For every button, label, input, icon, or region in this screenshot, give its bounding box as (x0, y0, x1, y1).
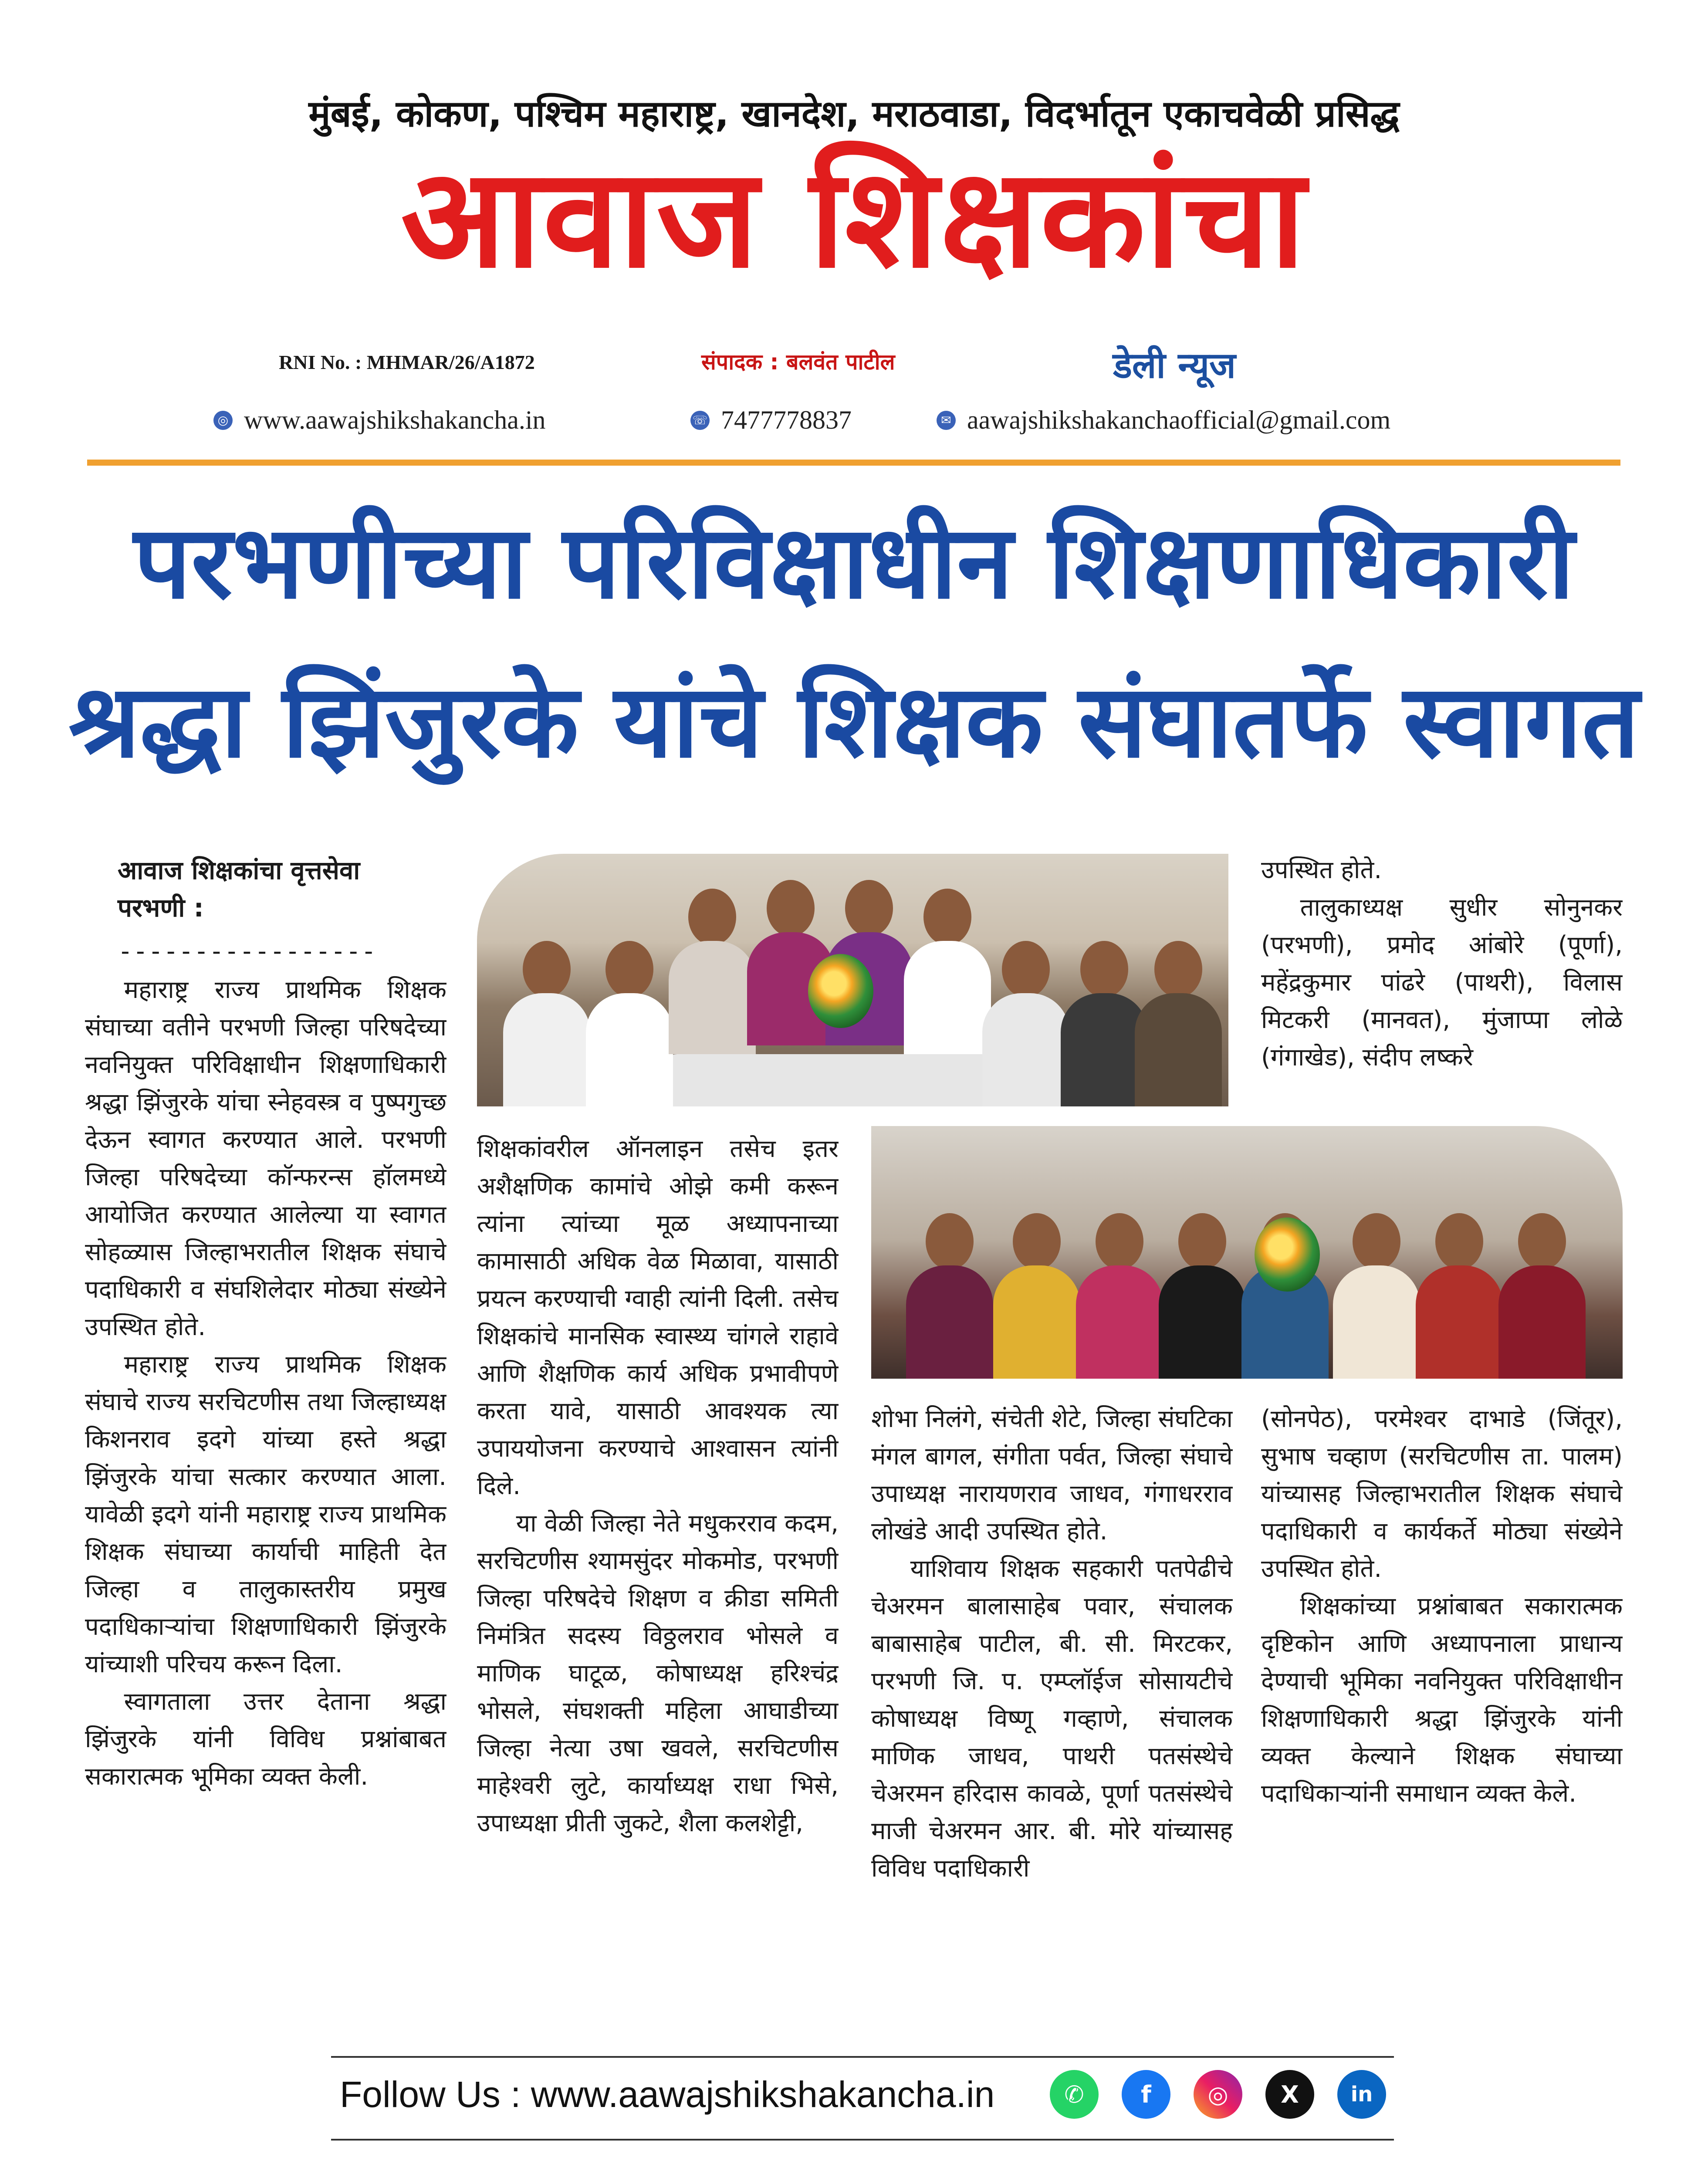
person (904, 889, 991, 1054)
paragraph: उपस्थित होते. (1261, 856, 1382, 884)
footer-divider-top (331, 2056, 1394, 2058)
follow-us-link[interactable]: Follow Us : www.aawajshikshakancha.in (340, 2074, 995, 2115)
byline-separator: ----------------- (118, 936, 376, 966)
edition-tagline: मुंबई, कोकण, पश्चिम महाराष्ट्र, खानदेश, मराठवाडा, विदर्भातून एकाचवेळी प्रसिद्ध (308, 92, 1400, 135)
footer-divider-bottom (331, 2139, 1394, 2141)
newspaper-title: आवाज शिक्षकांचा (401, 139, 1307, 298)
phone-icon: ☏ (690, 411, 710, 430)
person (982, 941, 1069, 1106)
paragraph: शोभा निलंगे, संचेती शेटे, जिल्हा संघटिका मंगल बागल, संगीता पर्वत, जिल्हा संघाचे उपाध्यक्ष नारायणराव जाधव, गंगाधरराव लोखंडे आदी उपस्थित होते. (871, 1405, 1233, 1546)
editor-credit: संपादक : बलवंत पाटील (701, 349, 895, 375)
phone-text: 7477778837 (721, 406, 852, 434)
person (1159, 1213, 1246, 1379)
paragraph: महाराष्ट्र राज्य प्राथमिक शिक्षक संघाचे राज्य सरचिटणीस तथा जिल्हाध्यक्ष किशनराव इदगे यांच्या हस्ते श्रद्धा झिंजुरके यांचा सत्कार करण्यात आला. यावेळी इदगे यांनी महाराष्ट्र राज्य प्राथमिक शिक्षक संघाच्या कार्याची माहिती देत जिल्हा व तालुकास्तरीय प्रमुख पदाधिकाऱ्यांचा शिक्षणाधिकारी झिंजुरके यांच्याशी परिचय करून दिला. (85, 1350, 446, 1678)
contact-website[interactable] (213, 405, 546, 435)
masthead-divider (87, 460, 1620, 466)
whatsapp-icon[interactable]: ✆ (1050, 2070, 1099, 2119)
flower-bouquet (808, 954, 873, 1028)
edition-label: डेली न्यूज (1113, 345, 1236, 386)
article-column-3-top (1261, 852, 1623, 1119)
women-group-photo (871, 1126, 1623, 1379)
person (1135, 941, 1222, 1106)
website-text: www.aawajshikshakancha.in (244, 406, 546, 434)
article-column-3-bottom (871, 1400, 1233, 2030)
person (586, 941, 673, 1106)
rni-number: RNI No. : MHMAR/26/A1872 (279, 351, 535, 373)
flower-bouquet (1255, 1218, 1320, 1292)
contact-phone[interactable] (690, 405, 852, 435)
facebook-icon[interactable]: f (1122, 2070, 1170, 2119)
person (1076, 1213, 1163, 1379)
person (1333, 1213, 1420, 1379)
instagram-icon[interactable]: ◎ (1194, 2070, 1242, 2119)
paragraph: (सोनपेठ), परमेश्वर दाभाडे (जिंतूर), सुभाष चव्हाण (सरचिटणीस ता. पालम) यांच्यासह जिल्हाभरातील शिक्षक संघाचे पदाधिकारी व कार्यकर्ते मोठ्या संख्येने उपस्थित होते. (1261, 1405, 1623, 1583)
person (1498, 1213, 1586, 1379)
group-photo (477, 854, 1228, 1106)
paragraph: स्वागताला उत्तर देताना श्रद्धा झिंजुरके यांनी विविध प्रश्नांबाबत सकारात्मक भूमिका व्यक्त केली. (85, 1688, 446, 1791)
person (906, 1213, 993, 1379)
person (669, 889, 756, 1054)
paragraph: तालुकाध्यक्ष सुधीर सोनुनकर (परभणी), प्रमोद आंबोरे (पूर्णा), महेंद्रकुमार पांढरे (पाथरी), विलास मिटकरी (मानवत), मुंजाप्पा लोळे (गंगाखेड), संदीप लष्करे (1261, 893, 1623, 1072)
paragraph: महाराष्ट्र राज्य प्राथमिक शिक्षक संघाच्या वतीने परभणी जिल्हा परिषदेच्या नवनियुक्त परिविक्षाधीन शिक्षणाधिकारी श्रद्धा झिंजुरके यांचा स्नेहवस्त्र व पुष्पगुच्छ देऊन स्वागत करण्यात आले. परभणी जिल्हा परिषदेच्या कॉन्फरन्स हॉलमध्ये आयोजित करण्यात आलेल्या या स्वागत सोहळ्यास जिल्हाभरातील शिक्षक संघाचे पदाधिकारी व संघशिलेदार मोठ्या संख्येने उपस्थित होते. (85, 976, 446, 1341)
globe-icon: ◎ (213, 411, 233, 430)
headline-line-1: परभणीच्या परिविक्षाधीन शिक्षणाधिकारी (133, 504, 1575, 621)
contact-email[interactable] (937, 405, 1390, 435)
linkedin-icon[interactable]: in (1337, 2070, 1386, 2119)
paragraph: या वेळी जिल्हा नेते मधुकरराव कदम, सरचिटणीस श्यामसुंदर मोकमोड, परभणी जिल्हा परिषदेचे शिक्षण व क्रीडा समिती निमंत्रित सदस्य विठ्ठलराव भोसले व माणिक घाटूळ, कोषाध्यक्ष हरिश्चंद्र भोसले, संघशक्ती महिला आघाडीच्या जिल्हा नेत्या उषा खवले, सरचिटणीस माहेश्वरी लुटे, कार्याध्यक्ष राधा भिसे, उपाध्यक्षा प्रीती जुकटे, शैला कलशेट्टी, (477, 1509, 839, 1837)
byline-agency: आवाज शिक्षकांचा वृत्तसेवा (118, 856, 360, 885)
byline (118, 852, 440, 927)
x-icon[interactable]: X (1265, 2070, 1314, 2119)
paragraph: शिक्षकांच्या प्रश्नांबाबत सकारात्मक दृष्टिकोन आणि अध्यापनाला प्राधान्य देण्याची भूमिका नवनियुक्त परिविक्षाधीन शिक्षणाधिकारी श्रद्धा झिंजुरके यांनी व्यक्त केल्याने शिक्षक संघाच्या पदाधिकाऱ्यांनी समाधान व्यक्त केले. (1261, 1592, 1623, 1808)
person (503, 941, 590, 1106)
article-column-1 (85, 971, 446, 2026)
headline-line-2: श्रद्धा झिंजुरके यांचे शिक्षक संघातर्फे स्वागत (68, 663, 1640, 780)
paragraph: शिक्षकांवरील ऑनलाइन तसेच इतर अशैक्षणिक कामांचे ओझे कमी करून त्यांना त्यांच्या मूळ अध्यापनाच्या कामासाठी अधिक वेळ मिळावा, यासाठी प्रयत्न करण्याची ग्वाही त्यांनी दिली. तसेच शिक्षकांचे मानसिक स्वास्थ्य चांगले राहावे आणि शैक्षणिक कार्य अधिक प्रभावीपणे करता यावे, यासाठी आवश्यक त्या उपाययोजना करण्याचे आश्वासन त्यांनी दिले. (477, 1135, 839, 1500)
byline-dateline: परभणी : (118, 893, 204, 923)
email-icon: ✉ (937, 411, 956, 430)
paragraph: याशिवाय शिक्षक सहकारी पतपेढीचे चेअरमन बालासाहेब पवार, संचालक बाबासाहेब पाटील, बी. सी. मिरटकर, परभणी जि. प. एम्प्लॉईज सोसायटीचे कोषाध्यक्ष विष्णू गव्हाणे, संचालक माणिक जाधव, पाथरी पतसंस्थेचे चेअरमन हरिदास कावळे, पूर्णा पतसंस्थेचे माजी चेअरमन आर. बी. मोरे यांच्यासह विविध पदाधिकारी (871, 1555, 1233, 1883)
person (993, 1213, 1080, 1379)
email-text: aawajshikshakanchaofficial@gmail.com (967, 406, 1391, 434)
article-column-2 (477, 1130, 839, 2030)
article-column-4 (1261, 1400, 1623, 2030)
person (1416, 1213, 1503, 1379)
